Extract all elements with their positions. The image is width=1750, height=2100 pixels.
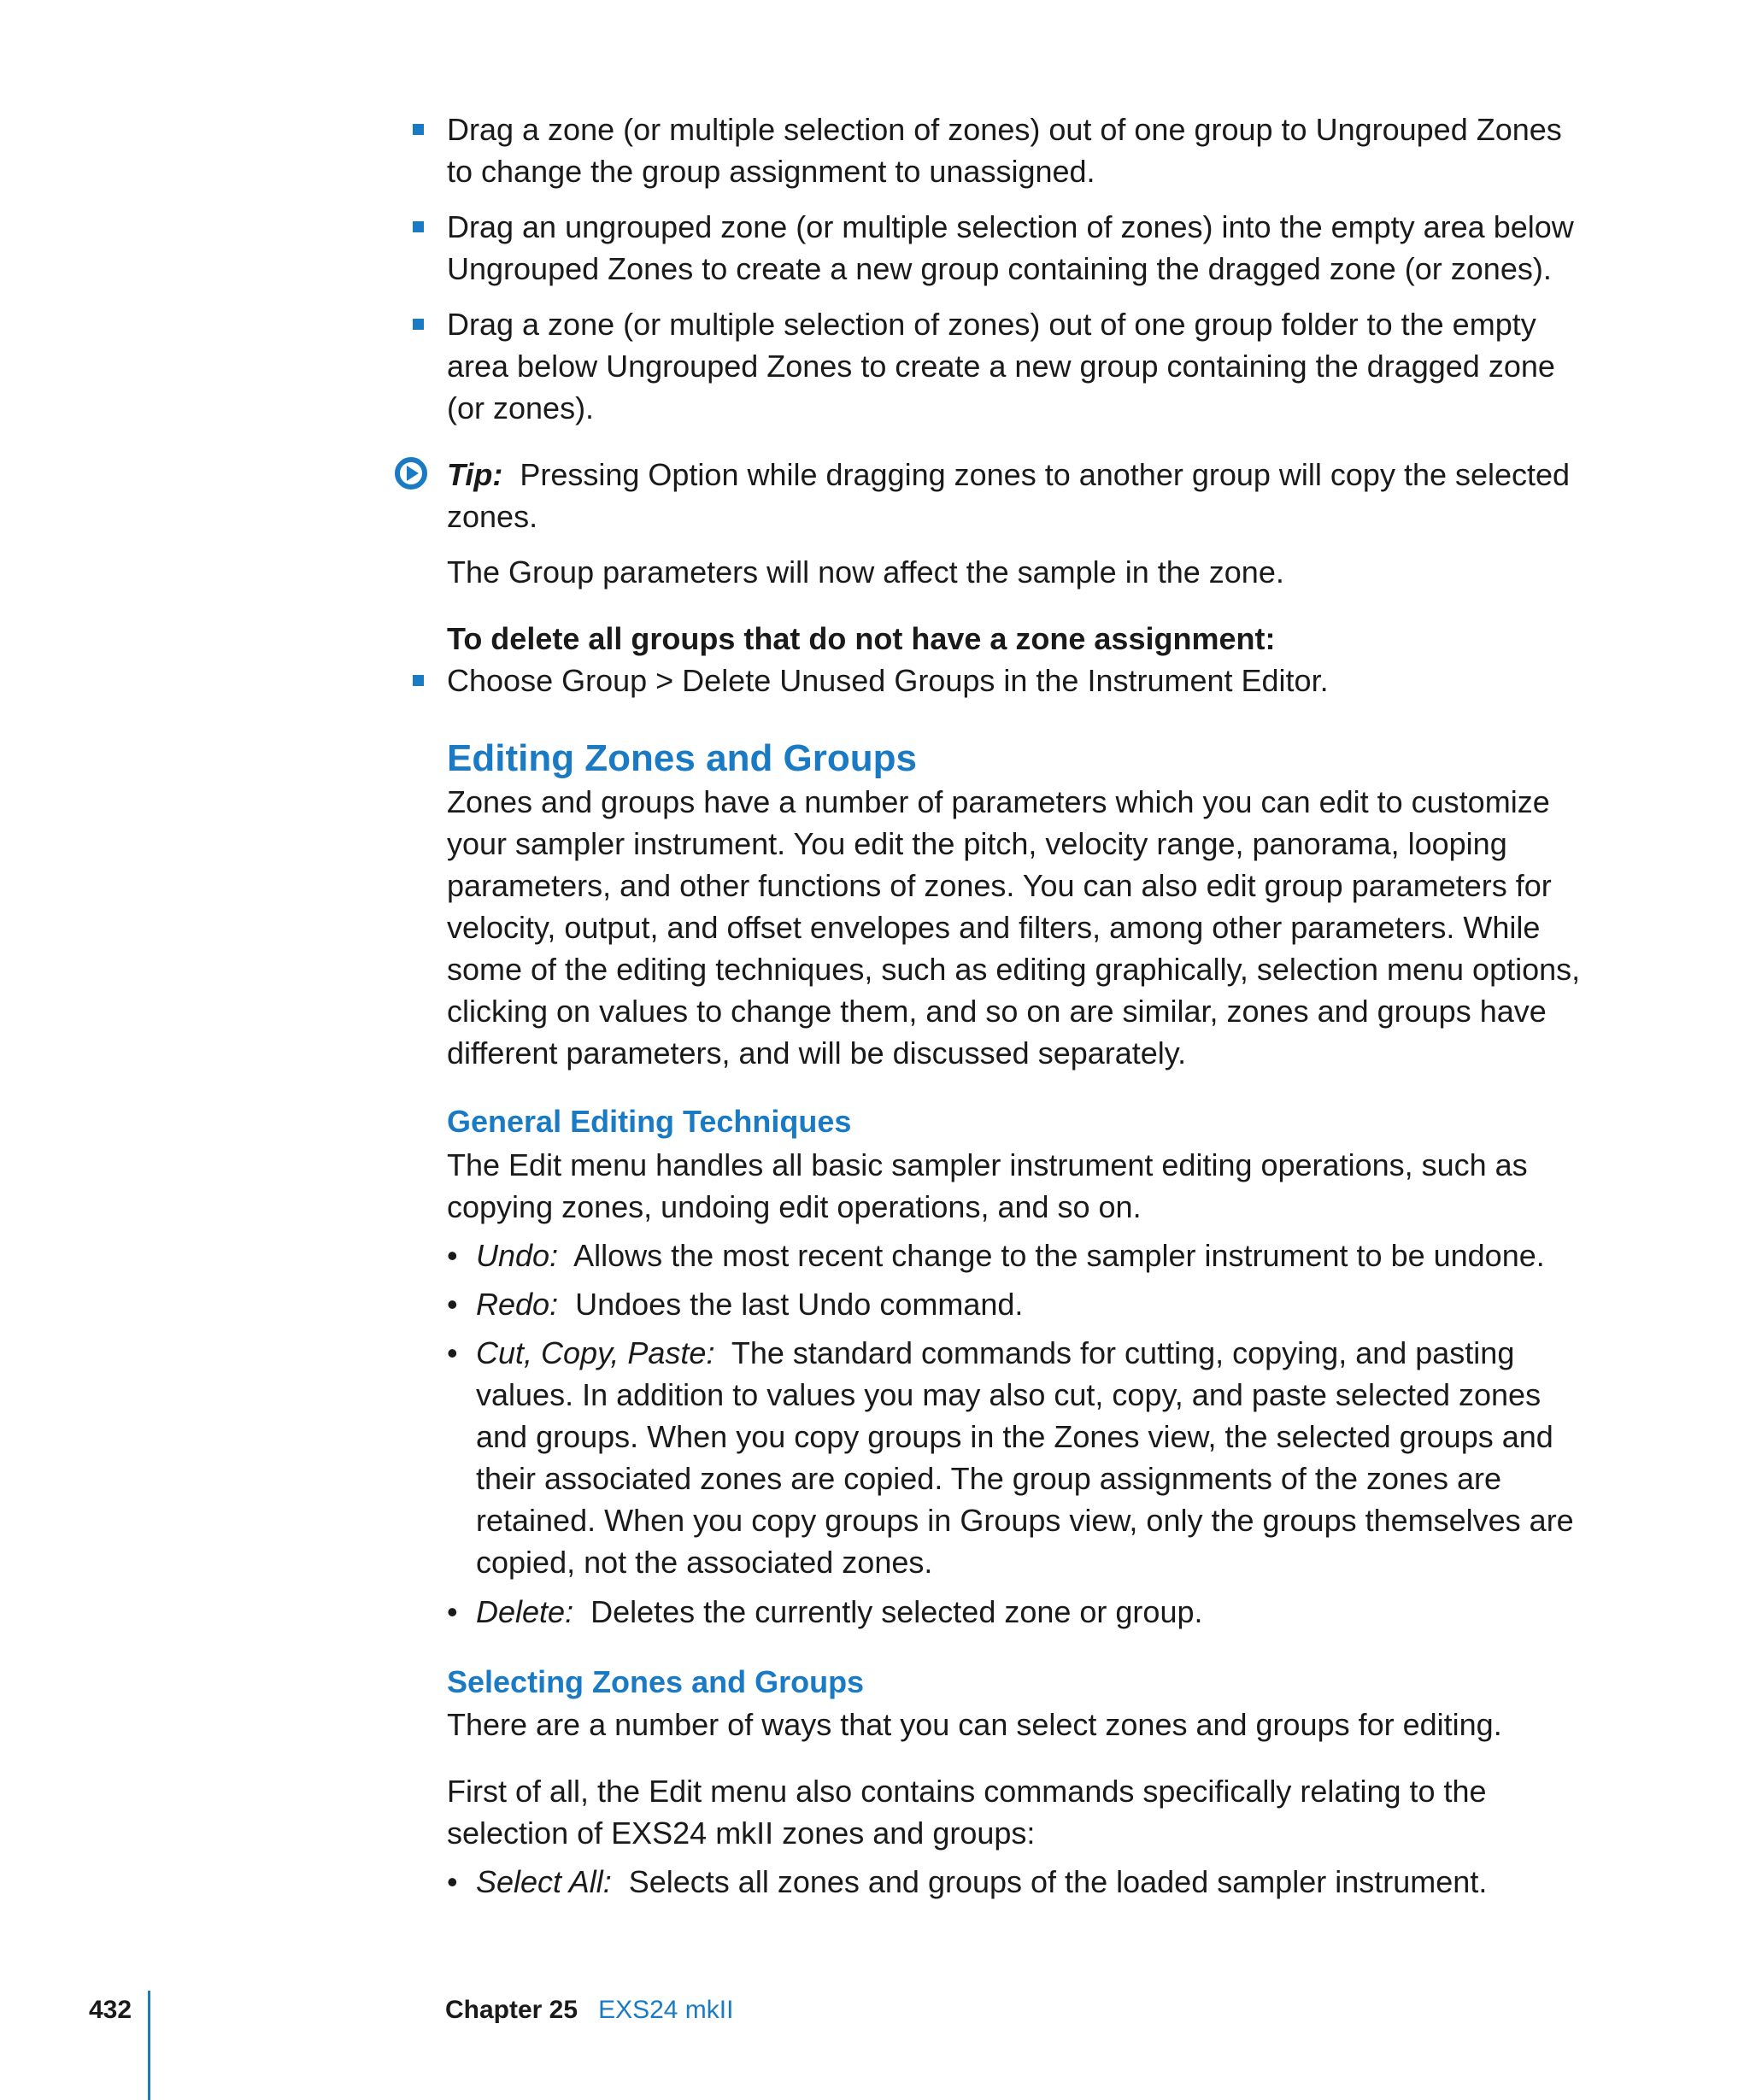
bullet-dot-icon: • [447,1594,458,1629]
list-item: Drag a zone (or multiple selection of zones) out of one group to Ungrouped Zones to change the group assignment to unassigned. [413,109,1592,192]
section-body: Zones and groups have a number of parameters which you can edit to customize your sampler instrument. You edit the pitch, velocity range, panorama, looping parameters, and other functions of zones. You can also edit group parameters for velocity, output, and offset envelopes and filters, among other parameters. While some of the editing techniques, such as editing graphically, selection menu options, clicking on values to change them, and so on are similar, zones and groups have different parameters, and will be discussed separately. [447,784,1581,1071]
footer-divider [148,1991,150,2100]
bullet-dot-icon: • [447,1238,458,1273]
bullet-dot-icon: • [447,1335,458,1370]
list-item: • Cut, Copy, Paste: The standard commands for cutting, copying, and pasting values. In addition to values you may also cut, copy, and paste selected zones and groups. When you copy groups in the Zones view, the selected groups and their associated zones are copied. The group assignments of the zones are retained. When you copy groups in Groups view, only the groups themselves are copied, not the associated zones. [447,1332,1592,1583]
bullet-square-icon [413,221,424,232]
bullet-square-icon [413,319,424,330]
list-item: Drag a zone (or multiple selection of zones) out of one group folder to the empty area below Ungrouped Zones to create a new group containing the dragged zone (or zones). [413,303,1592,429]
subsection-title: Selecting Zones and Groups [447,1664,865,1699]
tip-label: Tip: [447,457,503,492]
subsection-title: General Editing Techniques [447,1104,852,1139]
list-item: • Redo: Undoes the last Undo command. [447,1283,1592,1325]
bullet-square-icon [413,675,424,686]
list-item: • Select All: Selects all zones and groups of the loaded sampler instrument. [447,1861,1592,1903]
footer-chapter [445,1996,733,2025]
bullet-square-icon [413,124,424,135]
list-item: • Undo: Allows the most recent change to the sampler instrument to be undone. [447,1235,1592,1276]
bullet-dot-icon: • [447,1864,458,1899]
subsection-body: The Edit menu handles all basic sampler instrument editing operations, such as copying zones, undoing edit operations, and so on. [447,1147,1528,1224]
paragraph: First of all, the Edit menu also contains commands specifically relating to the selection of EXS24 mkII zones and groups: [447,1774,1487,1851]
section-title: Editing Zones and Groups [447,737,917,779]
chapter-title-link[interactable]: EXS24 mkII [598,1996,734,2024]
list-item: • Delete: Deletes the currently selected zone or group. [447,1591,1592,1633]
page-number: 432 [89,1996,132,2024]
paragraph: The Group parameters will now affect the sample in the zone. [447,554,1284,590]
tip-arrow-icon [394,456,428,490]
task-heading: To delete all groups that do not have a zone assignment: [447,621,1276,656]
paragraph: There are a number of ways that you can select zones and groups for editing. [447,1707,1502,1742]
list-item: Drag an ungrouped zone (or multiple selection of zones) into the empty area below Ungrouped Zones to create a new group containing the dragged zone (or zones). [413,206,1592,290]
tip-note [447,454,1592,537]
chapter-label: Chapter 25 [445,1996,578,2024]
list-item: Choose Group > Delete Unused Groups in the Instrument Editor. [413,660,1592,701]
bullet-dot-icon: • [447,1287,458,1322]
tip-text: Pressing Option while dragging zones to another group will copy the selected zones. [447,457,1571,534]
